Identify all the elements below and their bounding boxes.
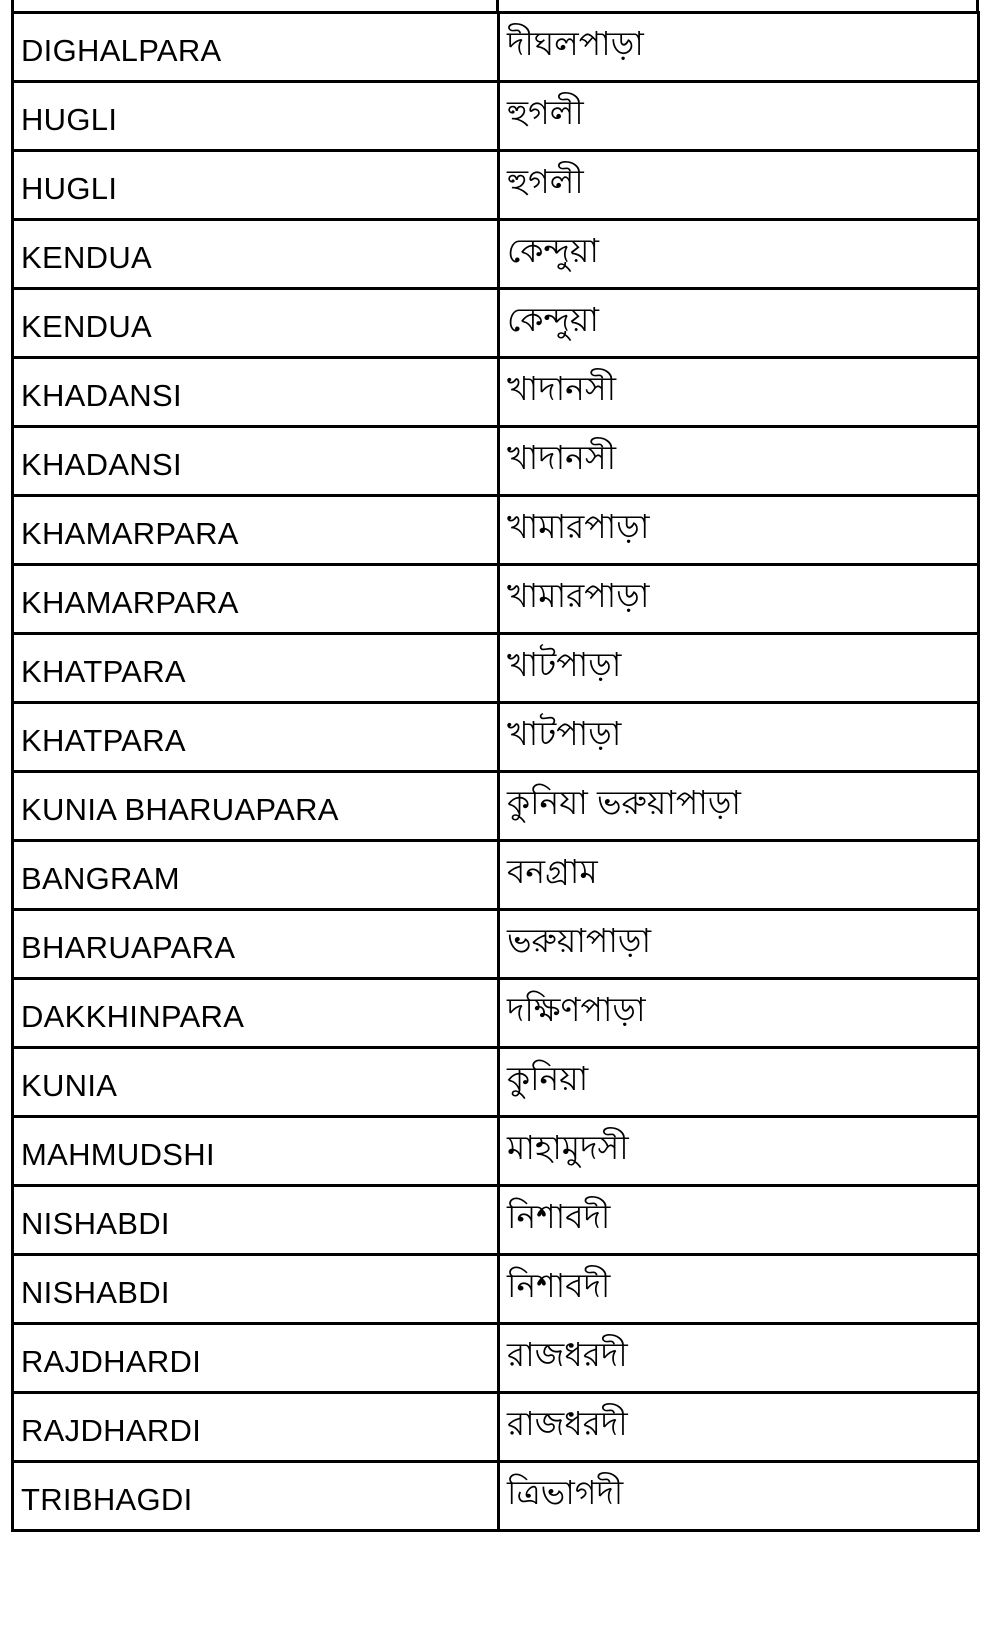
bengali-name-cell <box>499 151 979 220</box>
bengali-name-cell <box>499 979 979 1048</box>
bengali-name-cell <box>499 289 979 358</box>
bengali-name-cell <box>499 910 979 979</box>
table-row <box>13 565 979 634</box>
english-name: BHARUAPARA <box>21 930 236 965</box>
english-name-cell <box>13 82 499 151</box>
english-name-cell <box>13 565 499 634</box>
table-top-edge-left <box>11 0 14 11</box>
table-row <box>13 1324 979 1393</box>
bengali-name-cell <box>499 427 979 496</box>
english-name: BANGRAM <box>21 861 180 896</box>
english-name-cell <box>13 841 499 910</box>
bengali-name-cell <box>499 82 979 151</box>
table-top-edge-middle <box>496 0 499 11</box>
bengali-name: কুনিয়া <box>507 1060 589 1097</box>
bengali-name: দক্ষিণপাড়া <box>507 991 646 1028</box>
table-row <box>13 772 979 841</box>
table-row <box>13 1255 979 1324</box>
english-name-cell <box>13 289 499 358</box>
table-body <box>13 13 979 1531</box>
english-name-cell <box>13 910 499 979</box>
english-name: KHAMARPARA <box>21 516 239 551</box>
bengali-name: রাজধরদী <box>507 1405 628 1442</box>
bengali-name-cell <box>499 358 979 427</box>
english-name: KHADANSI <box>21 378 182 413</box>
english-name: HUGLI <box>21 102 118 137</box>
village-name-table <box>11 11 980 1532</box>
english-name: KHATPARA <box>21 723 186 758</box>
bengali-name-cell <box>499 1324 979 1393</box>
english-name-cell <box>13 358 499 427</box>
bengali-name: রাজধরদী <box>507 1336 628 1373</box>
english-name-cell <box>13 703 499 772</box>
english-name-cell <box>13 1117 499 1186</box>
bengali-name-cell <box>499 841 979 910</box>
bengali-name: ভরুয়াপাড়া <box>507 922 652 959</box>
english-name-cell <box>13 1048 499 1117</box>
english-name-cell <box>13 1462 499 1531</box>
table-row <box>13 1117 979 1186</box>
table-row <box>13 1186 979 1255</box>
english-name-cell <box>13 634 499 703</box>
english-name-cell <box>13 151 499 220</box>
table-row <box>13 910 979 979</box>
bengali-name-cell <box>499 496 979 565</box>
table-row <box>13 979 979 1048</box>
bengali-name-cell <box>499 565 979 634</box>
english-name: KENDUA <box>21 309 152 344</box>
bengali-name-cell <box>499 772 979 841</box>
bengali-name: হুগলী <box>507 94 584 131</box>
bengali-name: বনগ্রাম <box>507 853 598 890</box>
english-name: KUNIA BHARUAPARA <box>21 792 339 827</box>
english-name-cell <box>13 220 499 289</box>
bengali-name: কুনিযা ভরুয়াপাড়া <box>507 784 741 821</box>
english-name: RAJDHARDI <box>21 1413 202 1448</box>
bengali-name-cell <box>499 703 979 772</box>
bengali-name: খাদানসী <box>507 370 617 407</box>
bengali-name: কেন্দুয়া <box>507 301 599 338</box>
english-name: NISHABDI <box>21 1275 170 1310</box>
bengali-name: হুগলী <box>507 163 584 200</box>
bengali-name: ত্রিভাগদী <box>507 1474 624 1511</box>
bengali-name-cell <box>499 220 979 289</box>
bengali-name-cell <box>499 1393 979 1462</box>
bengali-name: কেন্দুয়া <box>507 232 599 269</box>
bengali-name: খাটপাড়া <box>507 715 622 752</box>
bengali-name: খামারপাড়া <box>507 577 650 614</box>
english-name: KHADANSI <box>21 447 182 482</box>
english-name: KHATPARA <box>21 654 186 689</box>
bengali-name-cell <box>499 1048 979 1117</box>
table-top-edge-right <box>976 0 979 11</box>
english-name-cell <box>13 979 499 1048</box>
table-row <box>13 634 979 703</box>
table-row <box>13 358 979 427</box>
table-row <box>13 220 979 289</box>
table-row <box>13 703 979 772</box>
english-name: NISHABDI <box>21 1206 170 1241</box>
english-name: TRIBHAGDI <box>21 1482 193 1517</box>
english-name: RAJDHARDI <box>21 1344 202 1379</box>
bengali-name-cell <box>499 1255 979 1324</box>
table-row <box>13 496 979 565</box>
english-name-cell <box>13 772 499 841</box>
english-name: KENDUA <box>21 240 152 275</box>
table-row <box>13 289 979 358</box>
english-name: HUGLI <box>21 171 118 206</box>
english-name: DIGHALPARA <box>21 33 222 68</box>
english-name-cell <box>13 1324 499 1393</box>
table-row <box>13 427 979 496</box>
english-name-cell <box>13 496 499 565</box>
bengali-name: খাটপাড়া <box>507 646 622 683</box>
village-name-table-container <box>11 11 977 1532</box>
table-row <box>13 841 979 910</box>
bengali-name: মাহামুদসী <box>507 1129 629 1166</box>
table-row <box>13 1462 979 1531</box>
table-row <box>13 13 979 82</box>
bengali-name-cell <box>499 634 979 703</box>
bengali-name-cell <box>499 1117 979 1186</box>
english-name-cell <box>13 427 499 496</box>
english-name: DAKKHINPARA <box>21 999 245 1034</box>
english-name: KHAMARPARA <box>21 585 239 620</box>
bengali-name: খাদানসী <box>507 439 617 476</box>
bengali-name: দীঘলপাড়া <box>507 25 644 62</box>
english-name-cell <box>13 1255 499 1324</box>
english-name-cell <box>13 1393 499 1462</box>
english-name-cell <box>13 13 499 82</box>
bengali-name-cell <box>499 1186 979 1255</box>
bengali-name-cell <box>499 1462 979 1531</box>
english-name-cell <box>13 1186 499 1255</box>
bengali-name: নিশাবদী <box>507 1267 611 1304</box>
bengali-name: খামারপাড়া <box>507 508 650 545</box>
table-row <box>13 82 979 151</box>
table-row <box>13 1393 979 1462</box>
table-row <box>13 1048 979 1117</box>
english-name: KUNIA <box>21 1068 118 1103</box>
table-row <box>13 151 979 220</box>
english-name: MAHMUDSHI <box>21 1137 215 1172</box>
bengali-name-cell <box>499 13 979 82</box>
bengali-name: নিশাবদী <box>507 1198 611 1235</box>
